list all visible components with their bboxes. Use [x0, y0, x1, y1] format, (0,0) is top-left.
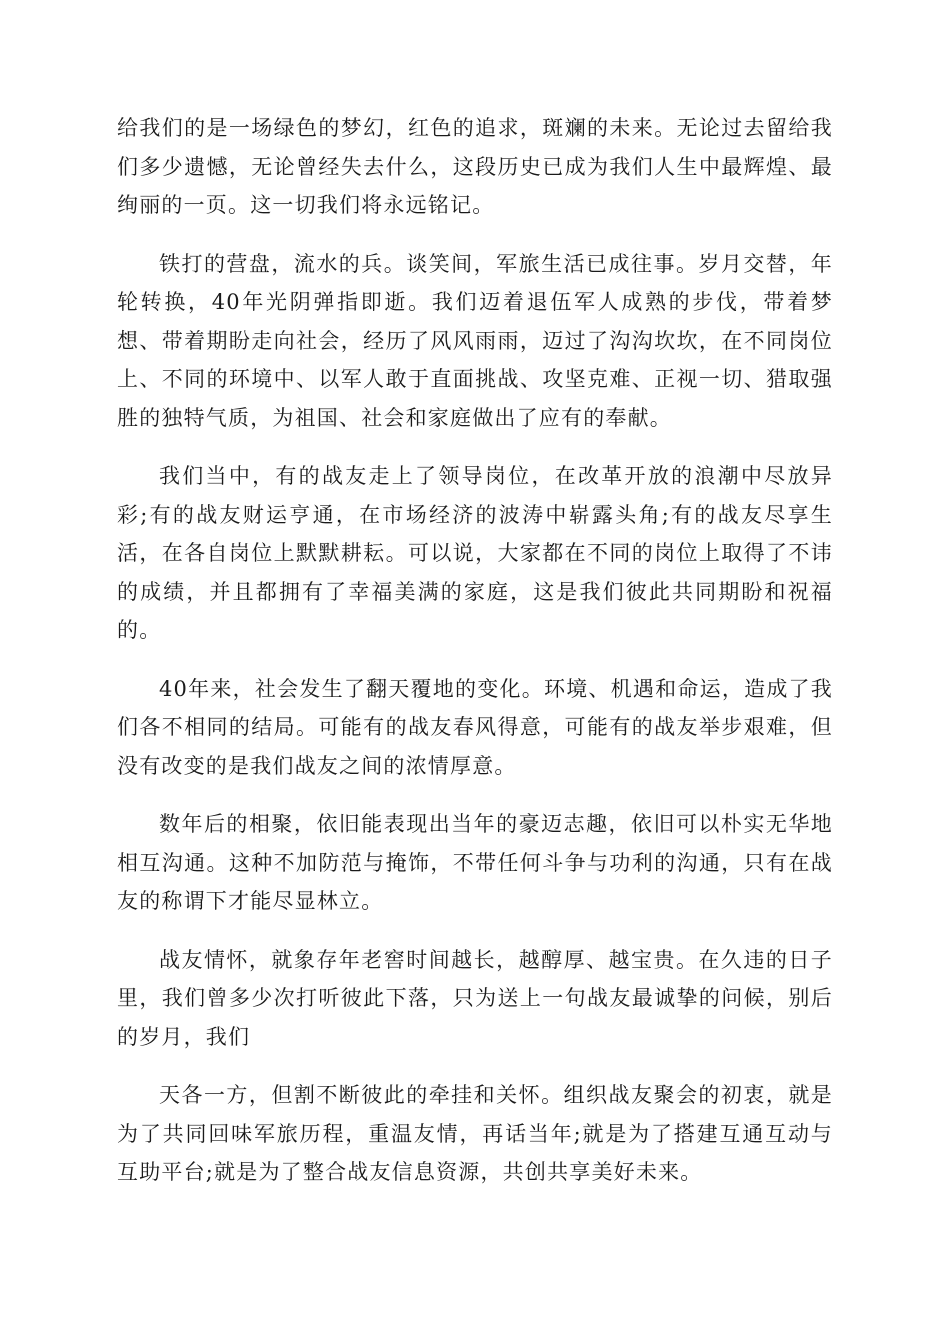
paragraph-2: 铁打的营盘，流水的兵。谈笑间，军旅生活已成往事。岁月交替，年轮转换，40年光阴弹指即逝。我们迈着退伍军人成熟的步伐，带着梦想、带着期盼走向社会，经历了风风雨雨，迈过了沟沟坎坎，在不同岗位上、不同的环境中、以军人敢于直面挑战、攻坚克难、正视一切、猎取强胜的独特气质，为祖国、社会和家庭做出了应有的奉献。	[117, 251, 833, 430]
paragraph-3: 我们当中，有的战友走上了领导岗位，在改革开放的浪潮中尽放异彩;有的战友财运亨通，在市场经济的波涛中崭露头角;有的战友尽享生活，在各自岗位上默默耕耘。可以说，大家都在不同的岗位上取得了不讳的成绩，并且都拥有了幸福美满的家庭，这是我们彼此共同期盼和祝福的。	[117, 464, 833, 642]
paragraph-4: 40年来，社会发生了翻天覆地的变化。环境、机遇和命运，造成了我们各不相同的结局。可能有的战友春风得意，可能有的战友举步艰难，但没有改变的是我们战友之间的浓情厚意。	[117, 676, 833, 778]
paragraph-5: 数年后的相聚，依旧能表现出当年的豪迈志趣，依旧可以朴实无华地相互沟通。这种不加防范与掩饰，不带任何斗争与功利的沟通，只有在战友的称谓下才能尽显林立。	[117, 812, 833, 913]
paragraph-1: 给我们的是一场绿色的梦幻，红色的追求，斑斓的未来。无论过去留给我们多少遗憾，无论曾经失去什么，这段历史已成为我们人生中最辉煌、最绚丽的一页。这一切我们将永远铭记。	[117, 116, 833, 217]
paragraph-7: 天各一方，但割不断彼此的牵挂和关怀。组织战友聚会的初衷，就是为了共同回味军旅历程，重温友情，再话当年;就是为了搭建互通互动与互助平台;就是为了整合战友信息资源，共创共享美好未来。	[117, 1083, 833, 1184]
document-body	[117, 109, 833, 1212]
paragraph-6: 战友情怀，就象存年老窖时间越长，越醇厚、越宝贵。在久违的日子里，我们曾多少次打听彼此下落，只为送上一句战友最诚挚的问候，别后的岁月，我们	[117, 947, 833, 1049]
